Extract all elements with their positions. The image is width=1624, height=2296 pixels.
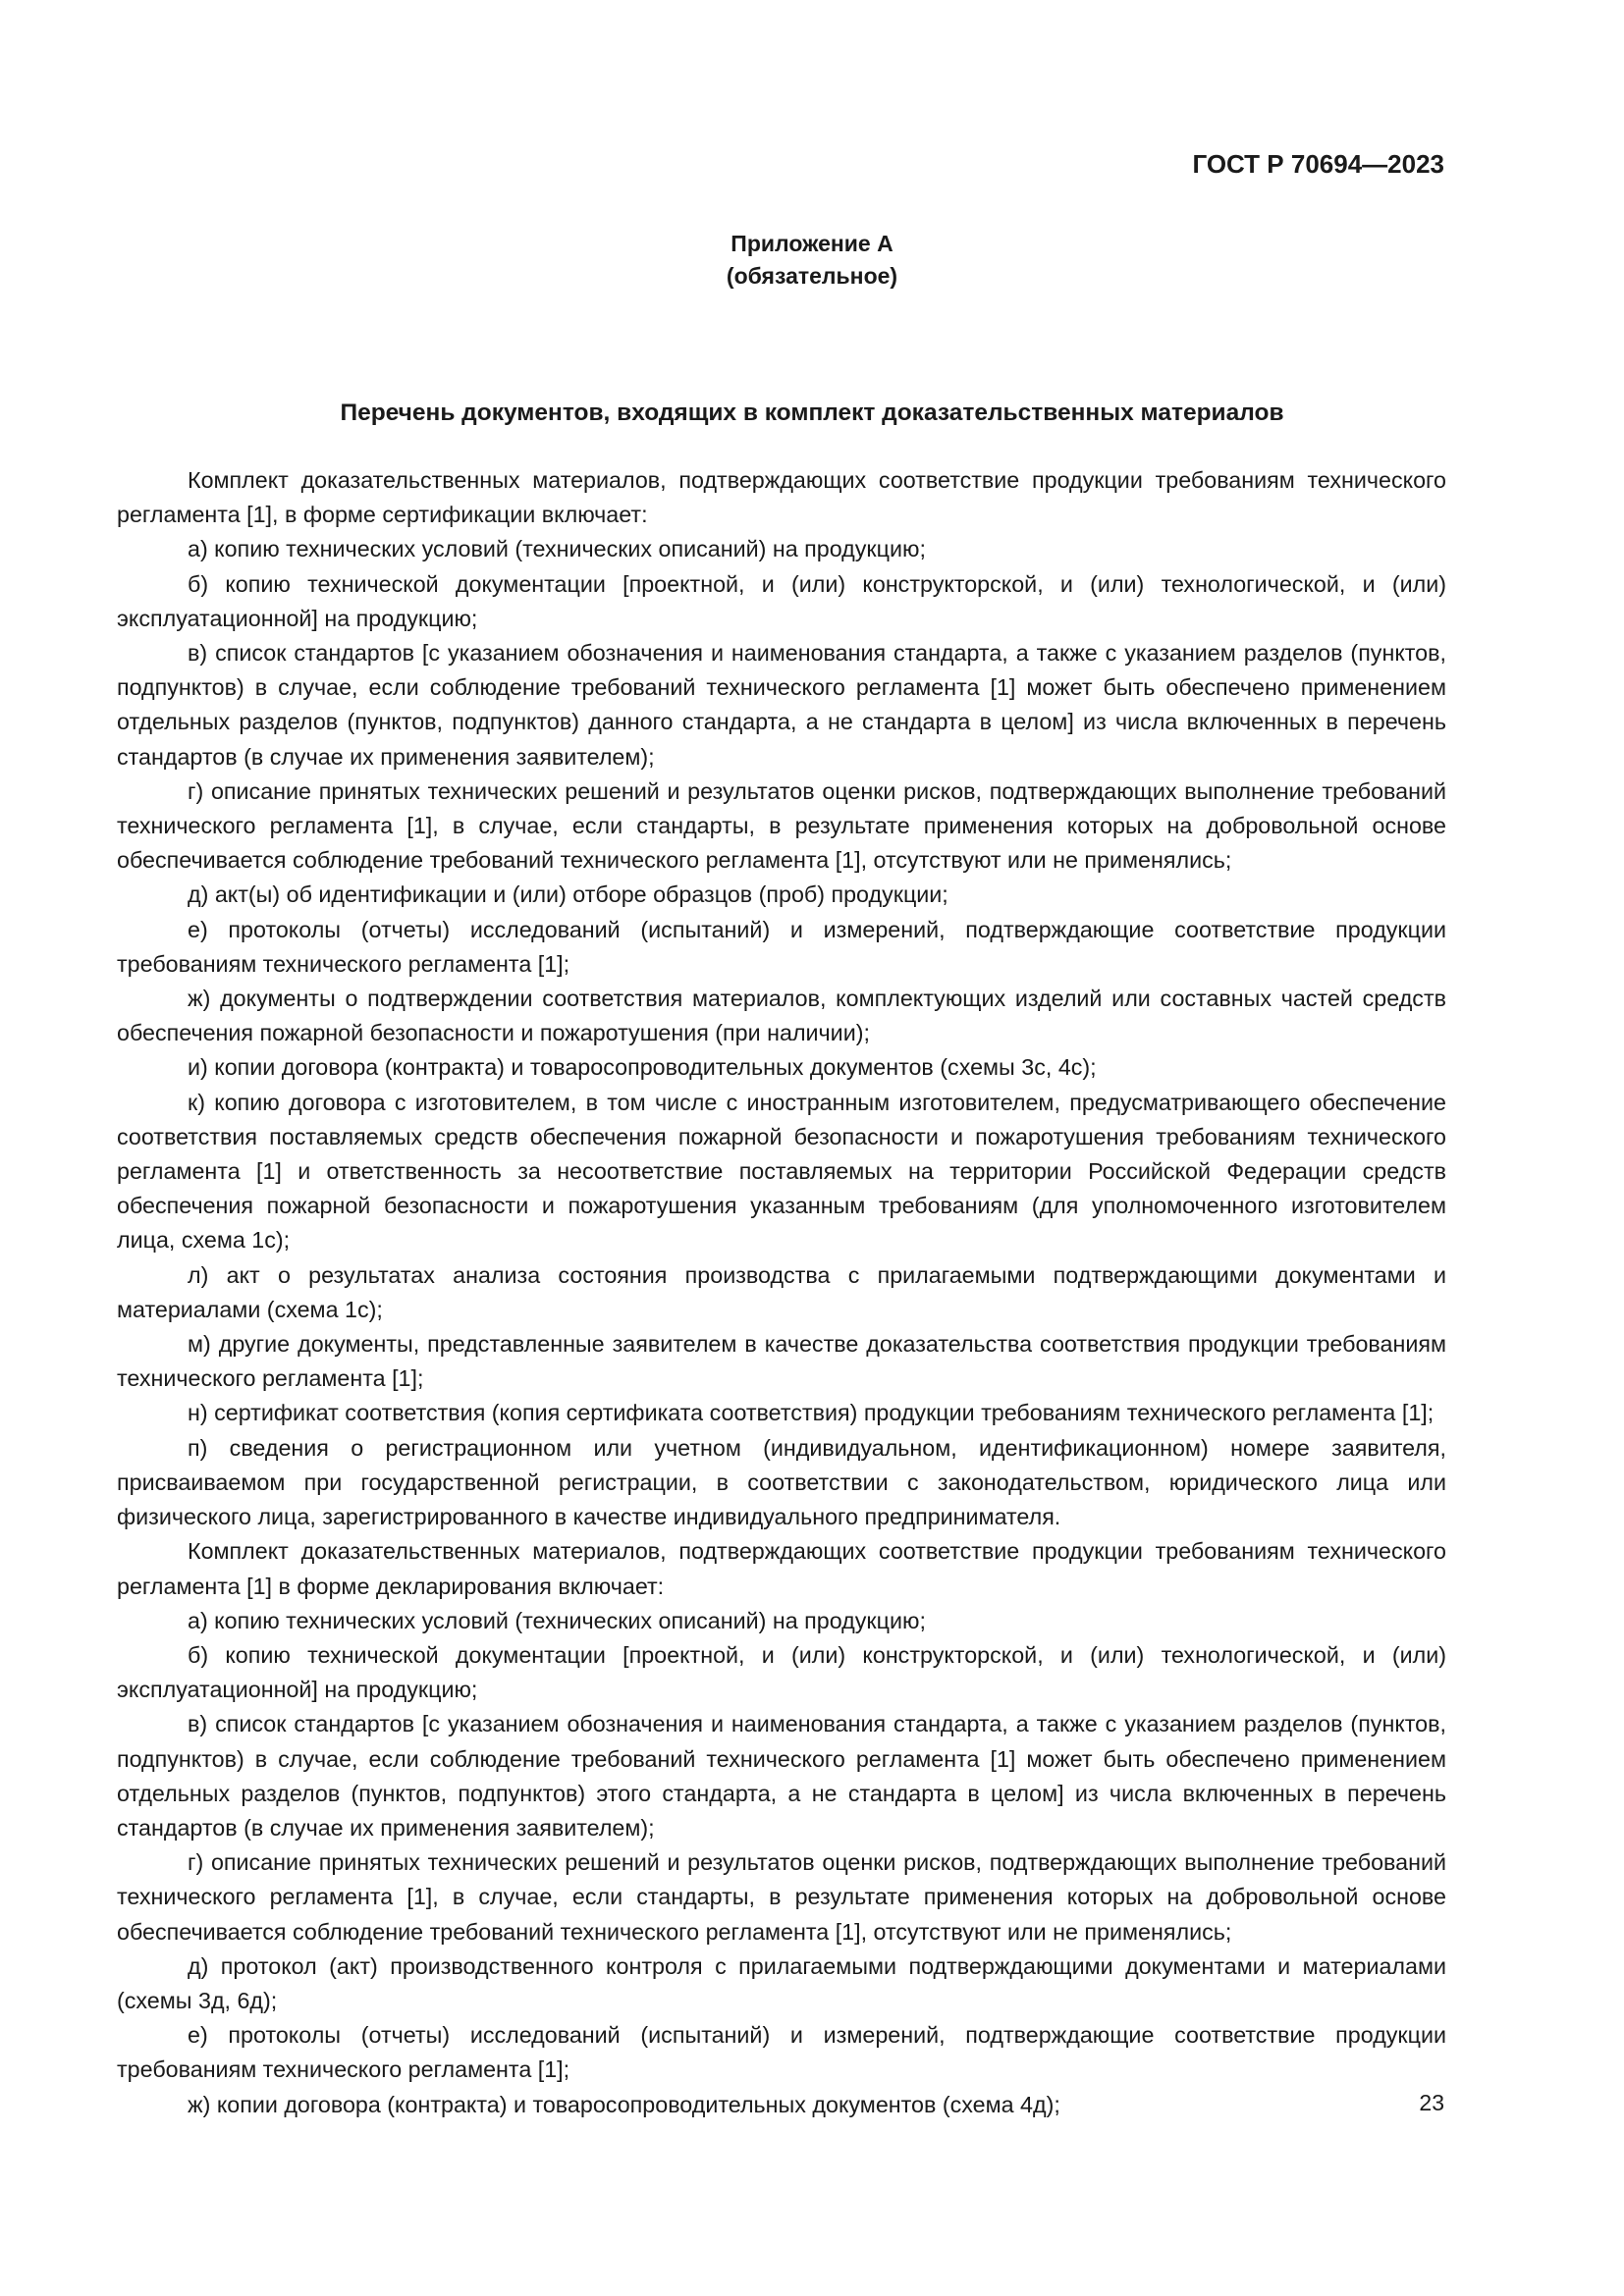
paragraph-certification-intro: Комплект доказательственных материалов, подтверждающих соответствие продукции требованиям технического регламента [1], в форме сертификации включает:	[117, 467, 1446, 528]
appendix-title: Приложение А	[731, 231, 893, 256]
list-item: п) сведения о регистрационном или учетном (индивидуальном, идентификационном) номере заявителя, присваиваемом при государственной регистрации, в соответствии с законодательством, юридического лица или физического лица, зарегистрированного в качестве индивидуального предпринимателя.	[117, 1434, 1446, 1530]
standard-code: ГОСТ Р 70694—2023	[1192, 149, 1444, 179]
appendix-status: (обязательное)	[726, 263, 898, 289]
list-item: б) копию технической документации [проектной, и (или) конструкторской, и (или) технологической, и (или) эксплуатационной] на продукцию;	[117, 1641, 1446, 1703]
list-item: а) копию технических условий (технических описаний) на продукцию;	[188, 536, 926, 562]
list-item: к) копию договора с изготовителем, в том числе с иностранным изготовителем, предусматривающего обеспечение соответствия поставляемых средств обеспечения пожарной безопасности и пожаротушения требованиям технического регламента [1] и ответственность за несоответствие поставляемых на территории Российской Федерации средств обеспечения пожарной безопасности и пожаротушения указанным требованиям (для уполномоченного изготовителем лица, схема 1с);	[117, 1089, 1446, 1254]
list-item: ж) копии договора (контракта) и товаросопроводительных документов (схема 4д);	[188, 2091, 1060, 2117]
list-item: е) протоколы (отчеты) исследований (испытаний) и измерений, подтверждающие соответствие продукции требованиям технического регламента [1];	[117, 916, 1446, 977]
list-item: н) сертификат соответствия (копия сертификата соответствия) продукции требованиям технического регламента [1];	[188, 1400, 1435, 1426]
list-item: г) описание принятых технических решений и результатов оценки рисков, подтверждающих выполнение требований технического регламента [1], в случае, если стандарты, в результате применения которых на добровольной основе обеспечивается соблюдение требований технического регламента [1], отсутствуют или не применялись;	[117, 1849, 1446, 1945]
list-item: е) протоколы (отчеты) исследований (испытаний) и измерений, подтверждающие соответствие продукции требованиям технического регламента [1];	[117, 2022, 1446, 2083]
list-item: д) акт(ы) об идентификации и (или) отборе образцов (проб) продукции;	[188, 881, 948, 908]
list-item: л) акт о результатах анализа состояния производства с прилагаемыми подтверждающими документами и материалами (схема 1с);	[117, 1261, 1446, 1322]
appendix-heading	[0, 228, 1624, 293]
list-item: б) копию технической документации [проектной, и (или) конструкторской, и (или) технологической, и (или) эксплуатационной] на продукцию;	[117, 570, 1446, 631]
list-item: в) список стандартов [с указанием обозначения и наименования стандарта, а также с указанием разделов (пунктов, подпунктов) в случае, если соблюдение требований технического регламента [1] может быть обеспечено применением отдельных разделов (пунктов, подпунктов) этого стандарта, а не стандарта в целом] из числа включенных в перечень стандартов (в случае их применения заявителем);	[117, 1711, 1446, 1841]
list-item: в) список стандартов [с указанием обозначения и наименования стандарта, а также с указанием разделов (пунктов, подпунктов) в случае, если соблюдение требований технического регламента [1] может быть обеспечено применением отдельных разделов (пунктов, подпунктов) данного стандарта, а не стандарта в целом] из числа включенных в перечень стандартов (в случае их применения заявителем);	[117, 640, 1446, 770]
page-number: 23	[1419, 2090, 1444, 2115]
paragraph-declaration-intro: Комплект доказательственных материалов, подтверждающих соответствие продукции требованиям технического регламента [1] в форме декларирования включает:	[117, 1538, 1446, 1599]
list-item: м) другие документы, представленные заявителем в качестве доказательства соответствия продукции требованиям технического регламента [1];	[117, 1331, 1446, 1392]
list-item: ж) документы о подтверждении соответствия материалов, комплектующих изделий или составных частей средств обеспечения пожарной безопасности и пожаротушения (при наличии);	[117, 986, 1446, 1046]
section-title: Перечень документов, входящих в комплект доказательственных материалов	[340, 400, 1284, 426]
list-item: а) копию технических условий (технических описаний) на продукцию;	[188, 1607, 926, 1633]
list-item: г) описание принятых технических решений и результатов оценки рисков, подтверждающих выполнение требований технического регламента [1], в случае, если стандарты, в результате применения которых на добровольной основе обеспечивается соблюдение требований технического регламента [1], отсутствуют или не применялись;	[117, 777, 1446, 874]
document-body	[117, 463, 1446, 2122]
list-item: и) копии договора (контракта) и товаросопроводительных документов (схемы 3с, 4с);	[188, 1054, 1097, 1081]
list-item: д) протокол (акт) производственного контроля с прилагаемыми подтверждающими документами и материалами (схемы 3д, 6д);	[117, 1952, 1446, 2013]
